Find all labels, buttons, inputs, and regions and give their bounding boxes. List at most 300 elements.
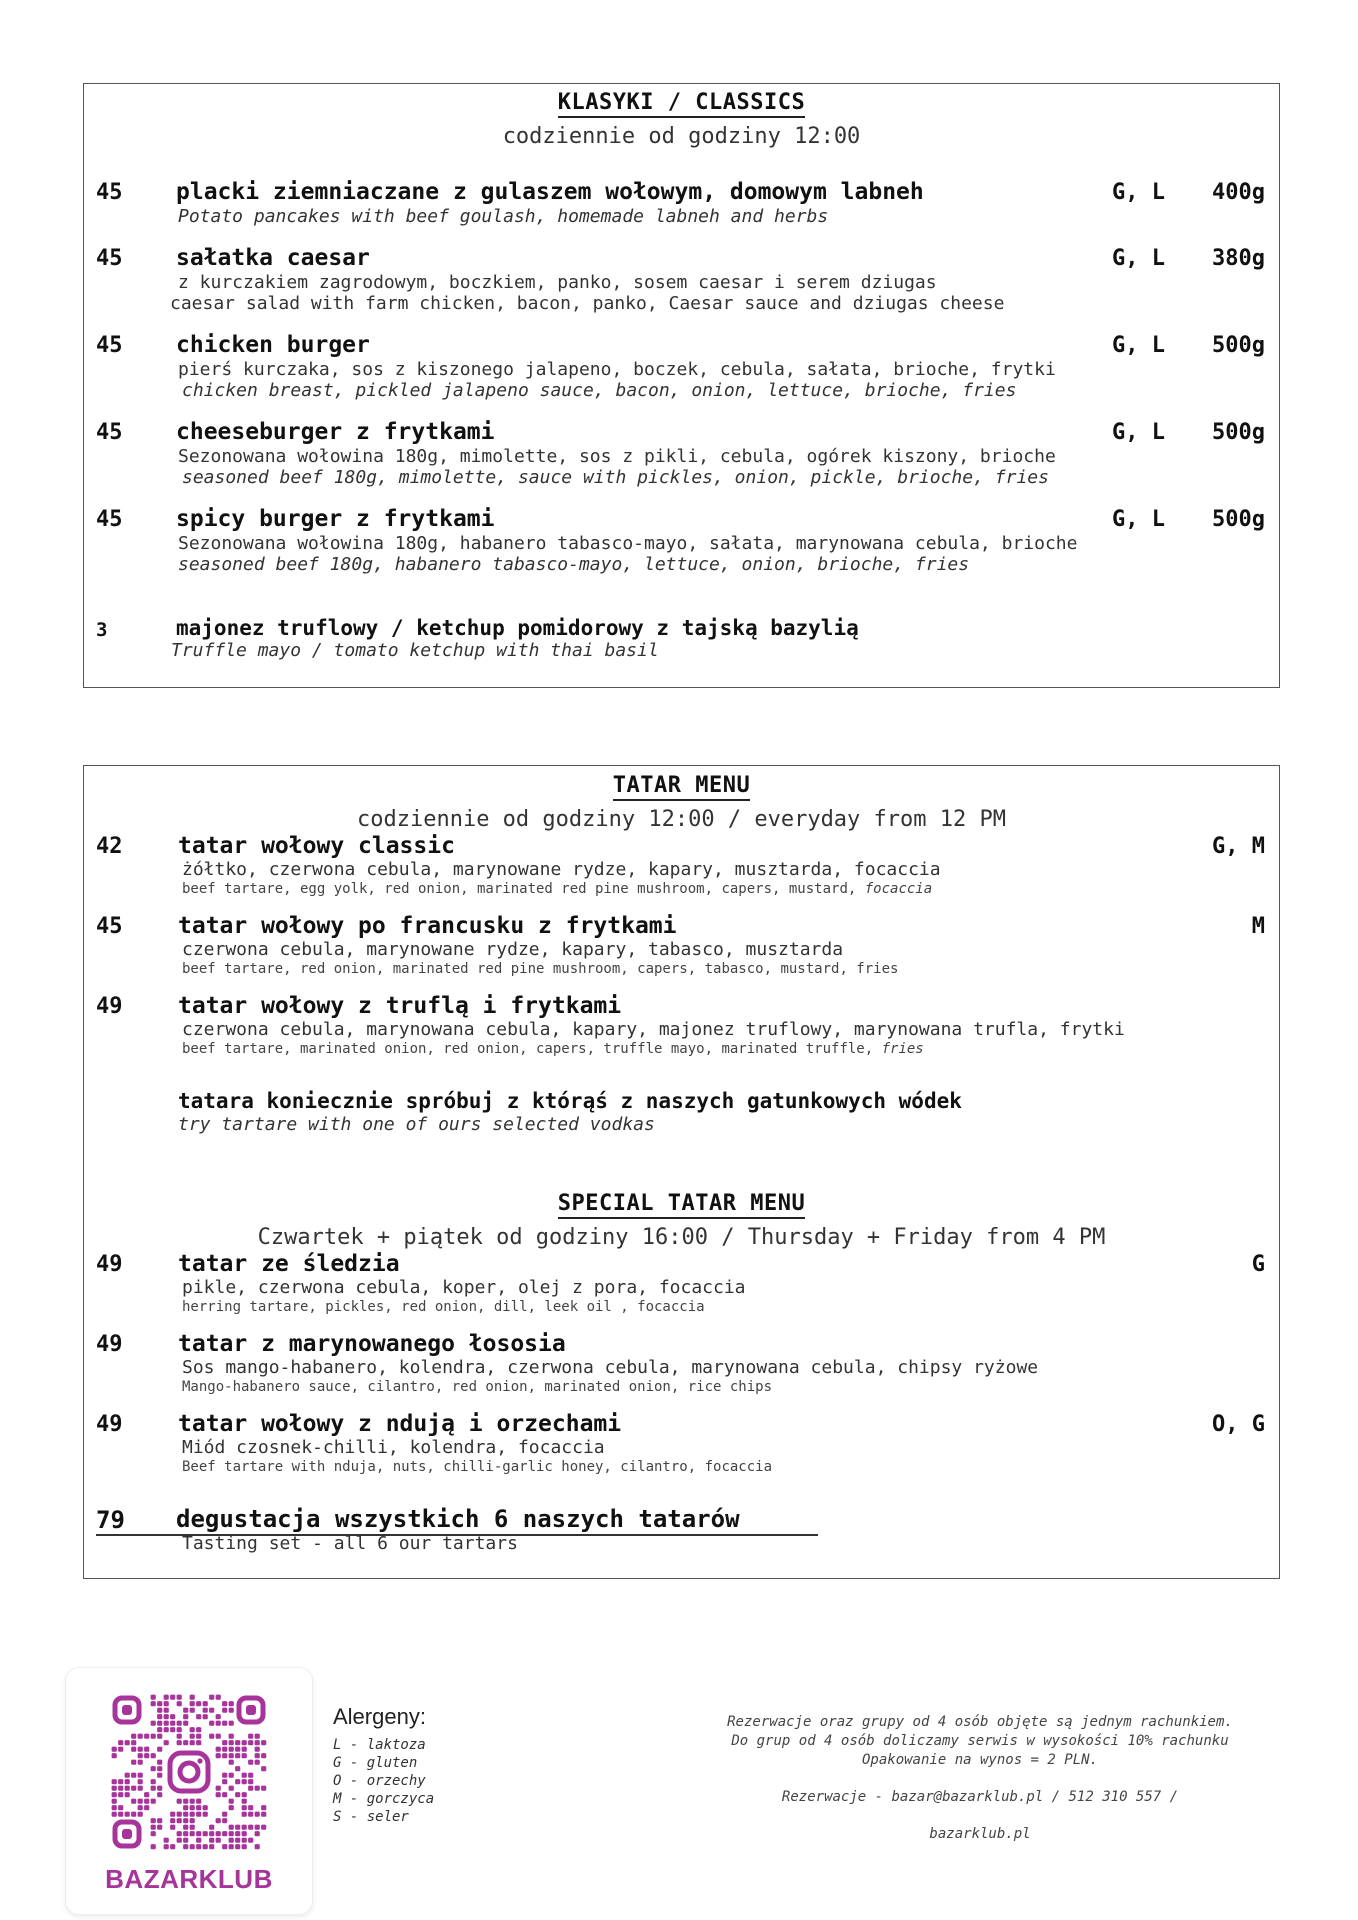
qr-module bbox=[151, 1721, 156, 1726]
qr-module bbox=[229, 1734, 234, 1739]
item-desc-pl: z kurczakiem zagrodowym, boczkiem, panko, sosem caesar i serem dziugas bbox=[178, 272, 937, 293]
qr-module bbox=[209, 1708, 214, 1713]
qr-module bbox=[222, 1792, 227, 1797]
qr-module bbox=[255, 1753, 260, 1758]
qr-module bbox=[118, 1779, 123, 1784]
qr-module bbox=[235, 1844, 240, 1849]
qr-module bbox=[118, 1786, 123, 1791]
qr-module bbox=[125, 1779, 130, 1784]
qr-module bbox=[157, 1727, 162, 1732]
qr-module bbox=[222, 1773, 227, 1778]
qr-module bbox=[164, 1695, 169, 1700]
qr-module bbox=[177, 1812, 182, 1817]
qr-module bbox=[190, 1825, 195, 1830]
item-weight: 400g bbox=[1212, 180, 1265, 205]
qr-module bbox=[151, 1818, 156, 1823]
item-weight: 380g bbox=[1212, 246, 1265, 271]
tatar-section bbox=[83, 765, 1280, 1579]
qr-module bbox=[235, 1740, 240, 1745]
item-desc-pl: Sezonowana wołowina 180g, habanero tabasco-mayo, sałata, marynowana cebula, brioche bbox=[178, 533, 1078, 554]
allergen-item: O - orzechy bbox=[333, 1773, 426, 1789]
qr-module bbox=[222, 1721, 227, 1726]
item-desc-en: seasoned beef 180g, mimolette, sauce with pickles, onion, pickle, brioche, fries bbox=[182, 467, 1049, 488]
qr-module bbox=[144, 1753, 149, 1758]
qr-module bbox=[235, 1766, 240, 1771]
item-desc-en: seasoned beef 180g, habanero tabasco-mayo, lettuce, onion, brioche, fries bbox=[178, 554, 970, 575]
qr-module bbox=[222, 1708, 227, 1713]
qr-module bbox=[216, 1721, 221, 1726]
allergen-item: M - gorczyca bbox=[333, 1791, 435, 1807]
qr-module bbox=[242, 1792, 247, 1797]
allergen-item: S - seler bbox=[333, 1809, 409, 1825]
item-desc-pl: Miód czosnek-chilli, kolendra, focaccia bbox=[182, 1437, 605, 1458]
qr-module bbox=[157, 1818, 162, 1823]
qr-module bbox=[118, 1812, 123, 1817]
qr-module bbox=[216, 1747, 221, 1752]
qr-module bbox=[235, 1747, 240, 1752]
qr-module bbox=[209, 1831, 214, 1836]
qr-module bbox=[196, 1844, 201, 1849]
qr-module bbox=[125, 1773, 130, 1778]
qr-module bbox=[112, 1799, 117, 1804]
qr-module bbox=[131, 1747, 136, 1752]
qr-module bbox=[242, 1831, 247, 1836]
qr-module bbox=[229, 1753, 234, 1758]
item-name: tatar wołowy z ndują i orzechami bbox=[178, 1411, 622, 1437]
qr-module bbox=[151, 1701, 156, 1706]
qr-module bbox=[170, 1812, 175, 1817]
qr-module bbox=[242, 1812, 247, 1817]
qr-module bbox=[177, 1818, 182, 1823]
qr-module bbox=[235, 1825, 240, 1830]
item-desc-en: chicken breast, pickled jalapeno sauce, bacon, onion, lettuce, brioche, fries bbox=[182, 380, 1017, 401]
qr-module bbox=[196, 1812, 201, 1817]
item-allergens: G, L bbox=[1112, 246, 1165, 271]
qr-module bbox=[183, 1721, 188, 1726]
qr-module bbox=[138, 1779, 143, 1784]
qr-module bbox=[222, 1740, 227, 1745]
item-allergens: G, L bbox=[1112, 420, 1165, 445]
item-price: 45 bbox=[96, 507, 123, 532]
qr-module bbox=[229, 1805, 234, 1810]
item-allergens: M bbox=[1251, 914, 1265, 939]
item-allergens: O, G bbox=[1212, 1412, 1265, 1437]
qr-module bbox=[131, 1786, 136, 1791]
qr-module bbox=[196, 1799, 201, 1804]
qr-module bbox=[131, 1760, 136, 1765]
qr-module bbox=[157, 1786, 162, 1791]
qr-module bbox=[229, 1773, 234, 1778]
qr-module bbox=[229, 1701, 234, 1706]
qr-module bbox=[177, 1727, 182, 1732]
allergens-title: Alergeny: bbox=[333, 1704, 426, 1729]
qr-module bbox=[164, 1701, 169, 1706]
qr-module bbox=[183, 1818, 188, 1823]
item-price: 49 bbox=[96, 1412, 123, 1437]
item-name: majonez truflowy / ketchup pomidorowy z tajską bazylią bbox=[176, 616, 859, 640]
qr-module bbox=[183, 1812, 188, 1817]
item-price: 45 bbox=[96, 246, 123, 271]
qr-module bbox=[203, 1844, 208, 1849]
qr-module bbox=[235, 1831, 240, 1836]
qr-module bbox=[183, 1844, 188, 1849]
qr-module bbox=[209, 1695, 214, 1700]
item-desc-en: caesar salad with farm chicken, bacon, panko, Caesar sauce and dziugas cheese bbox=[170, 293, 1005, 314]
qr-module bbox=[222, 1747, 227, 1752]
qr-module bbox=[138, 1805, 143, 1810]
item-desc-pl: czerwona cebula, marynowana cebula, kapary, majonez truflowy, marynowana trufla, frytki bbox=[182, 1019, 1125, 1040]
qr-module bbox=[248, 1805, 253, 1810]
qr-module bbox=[190, 1701, 195, 1706]
qr-module bbox=[196, 1701, 201, 1706]
tip-title: tatara koniecznie spróbuj z którąś z naszych gatunkowych wódek bbox=[178, 1089, 962, 1113]
qr-module bbox=[138, 1747, 143, 1752]
qr-module bbox=[183, 1825, 188, 1830]
qr-module bbox=[177, 1721, 182, 1726]
qr-module bbox=[190, 1805, 195, 1810]
qr-module bbox=[203, 1805, 208, 1810]
qr-module bbox=[157, 1760, 162, 1765]
qr-module bbox=[235, 1753, 240, 1758]
item-weight: 500g bbox=[1212, 420, 1265, 445]
qr-module bbox=[112, 1805, 117, 1810]
qr-module bbox=[209, 1844, 214, 1849]
qr-module bbox=[151, 1734, 156, 1739]
qr-module bbox=[242, 1838, 247, 1843]
qr-module bbox=[131, 1734, 136, 1739]
qr-module bbox=[144, 1747, 149, 1752]
qr-module bbox=[131, 1773, 136, 1778]
qr-module bbox=[235, 1792, 240, 1797]
qr-module bbox=[183, 1708, 188, 1713]
qr-module bbox=[125, 1812, 130, 1817]
qr-module bbox=[112, 1747, 117, 1752]
qr-module bbox=[151, 1779, 156, 1784]
item-name: placki ziemniaczane z gulaszem wołowym, domowym labneh bbox=[176, 179, 924, 205]
qr-module bbox=[183, 1831, 188, 1836]
qr-module bbox=[157, 1708, 162, 1713]
item-desc-pl: Sos mango-habanero, kolendra, czerwona cebula, marynowana cebula, chipsy ryżowe bbox=[182, 1357, 1039, 1378]
qr-module bbox=[138, 1812, 143, 1817]
qr-module bbox=[118, 1792, 123, 1797]
qr-module bbox=[151, 1831, 156, 1836]
item-price: 49 bbox=[96, 1332, 123, 1357]
qr-module bbox=[203, 1701, 208, 1706]
qr-module bbox=[235, 1779, 240, 1784]
qr-module bbox=[216, 1714, 221, 1719]
qr-module bbox=[131, 1799, 136, 1804]
item-desc-en: herring tartare, pickles, red onion, dill, leek oil , focaccia bbox=[182, 1299, 705, 1315]
qr-module bbox=[138, 1799, 143, 1804]
qr-module bbox=[190, 1844, 195, 1849]
qr-module bbox=[261, 1812, 266, 1817]
qr-module bbox=[190, 1727, 195, 1732]
item-desc-en: beef tartare, marinated onion, red onion, capers, truffle mayo, marinated truffle, fries bbox=[182, 1041, 924, 1057]
qr-module bbox=[183, 1805, 188, 1810]
qr-module bbox=[112, 1753, 117, 1758]
item-desc-en: Potato pancakes with beef goulash, homemade labneh and herbs bbox=[178, 206, 829, 227]
qr-module bbox=[177, 1701, 182, 1706]
qr-module bbox=[157, 1766, 162, 1771]
qr-module bbox=[196, 1714, 201, 1719]
brand-logo-text: BAZARKLUB bbox=[105, 1864, 273, 1894]
note-service-charge: Do grup od 4 osób doliczamy serwis w wysokości 10% rachunku bbox=[731, 1733, 1229, 1749]
qr-module bbox=[248, 1779, 253, 1784]
qr-module bbox=[255, 1812, 260, 1817]
qr-module bbox=[248, 1734, 253, 1739]
item-desc-en: Tasting set - all 6 our tartars bbox=[182, 1533, 518, 1554]
item-name: tatar ze śledzia bbox=[178, 1251, 400, 1277]
qr-module bbox=[183, 1799, 188, 1804]
item-price: 49 bbox=[96, 1252, 123, 1277]
qr-module bbox=[255, 1734, 260, 1739]
qr-module bbox=[190, 1740, 195, 1745]
qr-module bbox=[131, 1812, 136, 1817]
item-price: 45 bbox=[96, 914, 123, 939]
qr-module bbox=[144, 1805, 149, 1810]
qr-module bbox=[242, 1825, 247, 1830]
qr-module bbox=[222, 1844, 227, 1849]
qr-module bbox=[229, 1838, 234, 1843]
qr-module bbox=[216, 1792, 221, 1797]
qr-module bbox=[157, 1734, 162, 1739]
qr-module bbox=[255, 1786, 260, 1791]
qr-module bbox=[112, 1792, 117, 1797]
qr-module bbox=[170, 1695, 175, 1700]
qr-module bbox=[190, 1818, 195, 1823]
qr-module bbox=[196, 1831, 201, 1836]
qr-module bbox=[118, 1747, 123, 1752]
qr-module bbox=[261, 1740, 266, 1745]
item-name: cheeseburger z frytkami bbox=[176, 419, 495, 445]
note-contact[interactable]: Rezerwacje - bazar@bazarklub.pl / 512 310 557 / bbox=[781, 1789, 1179, 1805]
qr-module bbox=[190, 1734, 195, 1739]
qr-module bbox=[222, 1818, 227, 1823]
qr-module bbox=[118, 1805, 123, 1810]
note-takeaway: Opakowanie na wynos = 2 PLN. bbox=[861, 1752, 1098, 1768]
qr-module bbox=[151, 1786, 156, 1791]
qr-module bbox=[144, 1799, 149, 1804]
item-allergens: G bbox=[1251, 1252, 1265, 1277]
qr-module bbox=[229, 1844, 234, 1849]
item-name: tatar wołowy z truflą i frytkami bbox=[178, 993, 622, 1019]
qr-module bbox=[177, 1838, 182, 1843]
qr-module bbox=[164, 1838, 169, 1843]
item-desc-pl: czerwona cebula, marynowane rydze, kapary, tabasco, musztarda bbox=[182, 939, 844, 960]
qr-module bbox=[222, 1779, 227, 1784]
qr-module bbox=[242, 1779, 247, 1784]
qr-module bbox=[209, 1838, 214, 1843]
special-tatar-title: SPECIAL TATAR MENU bbox=[84, 1191, 1279, 1216]
qr-module bbox=[190, 1799, 195, 1804]
tatar-title: TATAR MENU bbox=[84, 773, 1279, 798]
qr-module bbox=[229, 1831, 234, 1836]
qr-module bbox=[157, 1792, 162, 1797]
qr-module bbox=[112, 1812, 117, 1817]
qr-code-icon bbox=[111, 1694, 267, 1850]
qr-module bbox=[183, 1714, 188, 1719]
item-price: 45 bbox=[96, 420, 123, 445]
qr-module bbox=[170, 1721, 175, 1726]
qr-module bbox=[177, 1695, 182, 1700]
qr-module bbox=[170, 1727, 175, 1732]
qr-module bbox=[164, 1727, 169, 1732]
item-price: 45 bbox=[96, 180, 123, 205]
qr-module bbox=[164, 1708, 169, 1713]
qr-module bbox=[196, 1838, 201, 1843]
qr-module bbox=[138, 1786, 143, 1791]
qr-module bbox=[255, 1740, 260, 1745]
qr-module bbox=[138, 1773, 143, 1778]
qr-module bbox=[229, 1740, 234, 1745]
item-desc-pl: Sezonowana wołowina 180g, mimolette, sos z pikli, cebula, ogórek kiszony, brioche bbox=[178, 446, 1056, 467]
qr-module bbox=[222, 1831, 227, 1836]
qr-module bbox=[157, 1714, 162, 1719]
qr-module bbox=[261, 1766, 266, 1771]
qr-module bbox=[229, 1708, 234, 1713]
qr-module bbox=[190, 1812, 195, 1817]
qr-module bbox=[248, 1825, 253, 1830]
website-link[interactable]: bazarklub.pl bbox=[929, 1826, 1031, 1842]
qr-module bbox=[177, 1734, 182, 1739]
item-desc-en: beef tartare, red onion, marinated red pine mushroom, capers, tabasco, mustard, fries bbox=[182, 961, 899, 977]
qr-module bbox=[235, 1838, 240, 1843]
qr-module bbox=[151, 1695, 156, 1700]
item-price: 79 bbox=[96, 1506, 125, 1534]
qr-module bbox=[261, 1805, 266, 1810]
qr-module bbox=[203, 1714, 208, 1719]
qr-module bbox=[242, 1844, 247, 1849]
qr-module bbox=[209, 1734, 214, 1739]
qr-module bbox=[196, 1740, 201, 1745]
item-allergens: G, M bbox=[1212, 834, 1265, 859]
qr-module bbox=[216, 1838, 221, 1843]
tip-desc-en: try tartare with one of ours selected vodkas bbox=[178, 1114, 655, 1135]
qr-module bbox=[170, 1844, 175, 1849]
qr-module bbox=[229, 1786, 234, 1791]
qr-module bbox=[118, 1740, 123, 1745]
classics-title: KLASYKI / CLASSICS bbox=[84, 90, 1279, 115]
qr-module bbox=[242, 1773, 247, 1778]
qr-module bbox=[209, 1721, 214, 1726]
qr-module bbox=[242, 1747, 247, 1752]
item-desc-pl: pierś kurczaka, sos z kiszonego jalapeno, boczek, cebula, sałata, brioche, frytki bbox=[178, 359, 1056, 380]
qr-module bbox=[203, 1831, 208, 1836]
item-price: 45 bbox=[96, 333, 123, 358]
qr-module bbox=[248, 1760, 253, 1765]
qr-module bbox=[248, 1786, 253, 1791]
qr-module bbox=[229, 1721, 234, 1726]
item-price: 42 bbox=[96, 834, 123, 859]
qr-module bbox=[157, 1721, 162, 1726]
qr-module bbox=[242, 1753, 247, 1758]
qr-module bbox=[164, 1721, 169, 1726]
qr-module bbox=[255, 1747, 260, 1752]
qr-module bbox=[242, 1740, 247, 1745]
qr-module bbox=[190, 1708, 195, 1713]
qr-module bbox=[144, 1734, 149, 1739]
item-desc-pl: żółtko, czerwona cebula, marynowane rydze, kapary, musztarda, focaccia bbox=[182, 859, 941, 880]
qr-module bbox=[125, 1786, 130, 1791]
qr-module bbox=[196, 1805, 201, 1810]
item-weight: 500g bbox=[1212, 507, 1265, 532]
qr-module bbox=[209, 1825, 214, 1830]
qr-module bbox=[177, 1740, 182, 1745]
qr-module bbox=[151, 1825, 156, 1830]
qr-module bbox=[157, 1701, 162, 1706]
item-desc-en: beef tartare, egg yolk, red onion, marinated red pine mushroom, capers, mustard, focaccia bbox=[182, 881, 933, 897]
qr-module bbox=[216, 1831, 221, 1836]
item-name: spicy burger z frytkami bbox=[176, 506, 495, 532]
qr-module bbox=[229, 1760, 234, 1765]
item-allergens: G, L bbox=[1112, 507, 1165, 532]
qr-module bbox=[170, 1818, 175, 1823]
item-desc-en: Beef tartare with nduja, nuts, chilli-garlic honey, cilantro, focaccia bbox=[182, 1459, 773, 1475]
qr-module bbox=[157, 1825, 162, 1830]
tatar-subtitle: codziennie od godziny 12:00 / everyday from 12 PM bbox=[356, 807, 1006, 832]
qr-module bbox=[255, 1760, 260, 1765]
item-name: sałatka caesar bbox=[176, 245, 370, 271]
qr-module bbox=[144, 1792, 149, 1797]
qr-module bbox=[216, 1734, 221, 1739]
item-name: degustacja wszystkich 6 naszych tatarów bbox=[176, 1505, 740, 1533]
qr-module bbox=[216, 1695, 221, 1700]
qr-module bbox=[248, 1773, 253, 1778]
qr-module bbox=[138, 1760, 143, 1765]
qr-module bbox=[216, 1786, 221, 1791]
qr-module bbox=[151, 1799, 156, 1804]
qr-module bbox=[177, 1831, 182, 1836]
qr-module bbox=[190, 1831, 195, 1836]
instagram-qr-card[interactable] bbox=[65, 1667, 313, 1915]
item-name: tatar z marynowanego łososia bbox=[178, 1331, 566, 1357]
qr-module bbox=[248, 1740, 253, 1745]
item-desc-en: Truffle mayo / tomato ketchup with thai basil bbox=[171, 640, 659, 661]
qr-module bbox=[248, 1838, 253, 1843]
qr-module bbox=[261, 1786, 266, 1791]
qr-module bbox=[112, 1786, 117, 1791]
classics-subtitle: codziennie od godziny 12:00 bbox=[502, 124, 861, 149]
qr-module bbox=[229, 1747, 234, 1752]
qr-module bbox=[151, 1753, 156, 1758]
item-name: tatar wołowy classic bbox=[178, 833, 455, 859]
item-name: chicken burger bbox=[176, 332, 370, 358]
qr-module bbox=[177, 1799, 182, 1804]
qr-module bbox=[216, 1753, 221, 1758]
qr-module bbox=[203, 1812, 208, 1817]
classics-section bbox=[83, 83, 1280, 688]
qr-module bbox=[222, 1753, 227, 1758]
qr-module bbox=[222, 1812, 227, 1817]
qr-module bbox=[138, 1753, 143, 1758]
qr-module bbox=[261, 1825, 266, 1830]
allergen-item: L - laktoza bbox=[333, 1737, 426, 1753]
qr-module bbox=[164, 1740, 169, 1745]
qr-module bbox=[125, 1792, 130, 1797]
qr-module bbox=[112, 1779, 117, 1784]
item-allergens: G, L bbox=[1112, 333, 1165, 358]
item-desc-en: Mango-habanero sauce, cilantro, red onion, marinated onion, rice chips bbox=[182, 1379, 773, 1395]
qr-module bbox=[190, 1695, 195, 1700]
qr-module bbox=[138, 1734, 143, 1739]
qr-module bbox=[248, 1812, 253, 1817]
qr-module bbox=[261, 1753, 266, 1758]
qr-module bbox=[196, 1727, 201, 1732]
qr-module bbox=[255, 1825, 260, 1830]
qr-module bbox=[183, 1838, 188, 1843]
qr-module bbox=[183, 1740, 188, 1745]
qr-module bbox=[216, 1818, 221, 1823]
